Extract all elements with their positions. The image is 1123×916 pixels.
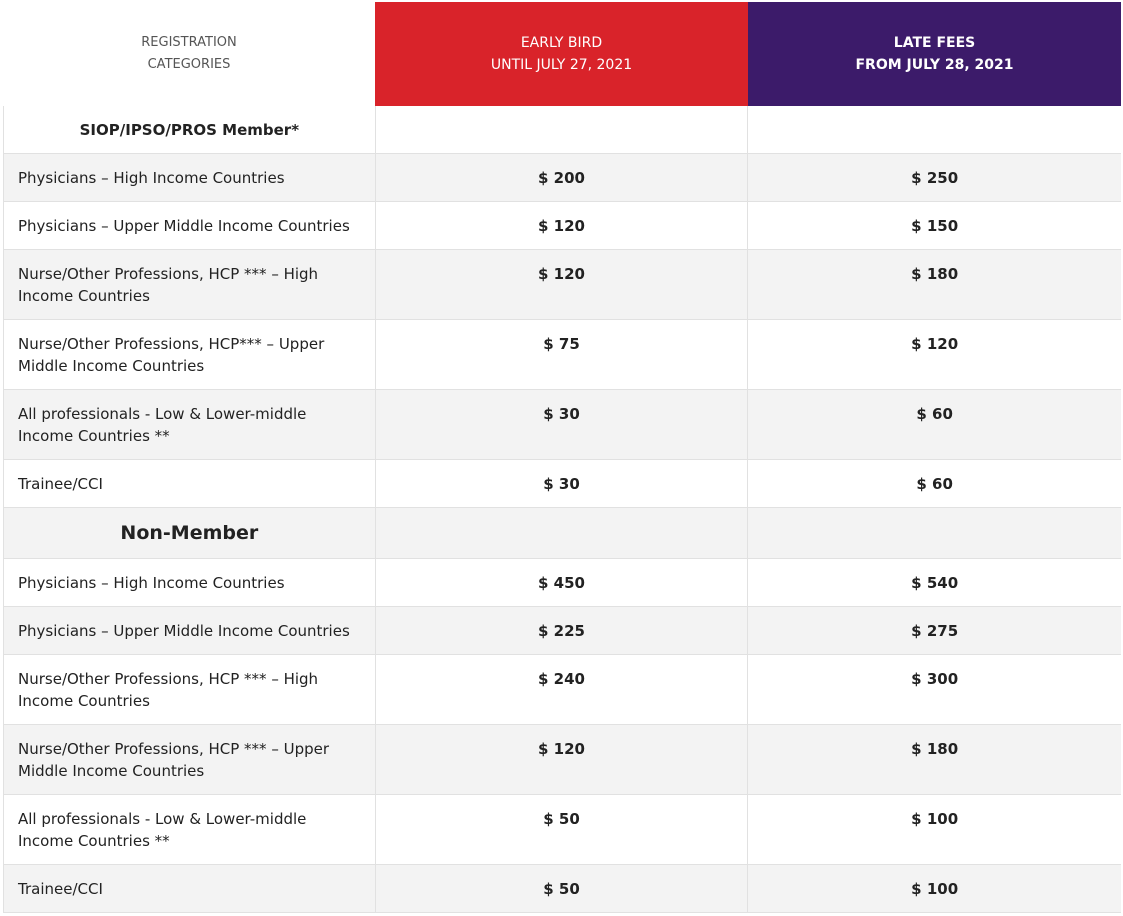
row-category: Physicians – Upper Middle Income Countries: [4, 202, 376, 249]
row-early-fee: $ 200: [376, 154, 749, 201]
section-title: SIOP/IPSO/PROS Member*: [4, 106, 376, 153]
row-late-fee: $ 180: [911, 740, 959, 758]
row-early-fee: $ 120: [376, 202, 749, 249]
row-category: Trainee/CCI: [4, 865, 376, 912]
row-early-fee: $ 120: [376, 725, 749, 794]
section-header-non-member: [3, 508, 1121, 559]
row-early-fee: $ 225: [376, 607, 749, 654]
table-row: [3, 865, 1121, 913]
header-early-line1: EARLY BIRD: [520, 35, 603, 51]
row-category: Nurse/Other Professions, HCP*** – Upper Middle Income Countries: [4, 320, 376, 389]
header-categories-line2: CATEGORIES: [147, 57, 231, 72]
row-category: Nurse/Other Professions, HCP *** – High Income Countries: [4, 655, 376, 724]
row-category: Nurse/Other Professions, HCP *** – Upper Middle Income Countries: [4, 725, 376, 794]
header-late-line2: FROM JULY 28, 2021: [855, 57, 1014, 73]
row-category: Physicians – High Income Countries: [4, 559, 376, 606]
row-late-fee: $ 120: [911, 335, 959, 353]
row-early-fee: $ 450: [376, 559, 749, 606]
table-row: [3, 320, 1121, 390]
row-early-fee: $ 240: [376, 655, 749, 724]
header-early-bird: [375, 2, 748, 106]
row-late-fee: $ 60: [916, 475, 953, 493]
table-row: [3, 559, 1121, 607]
row-late-fee: $ 300: [911, 670, 959, 688]
row-early-fee: $ 120: [376, 250, 749, 319]
row-early-fee: $ 75: [376, 320, 749, 389]
row-early-fee: $ 30: [376, 390, 749, 459]
header-categories-line1: REGISTRATION: [141, 35, 237, 50]
header-late-fees: [748, 2, 1121, 106]
row-category: Physicians – Upper Middle Income Countries: [4, 607, 376, 654]
row-early-fee: $ 30: [376, 460, 749, 507]
table-row: [3, 154, 1121, 202]
header-early-line2: UNTIL JULY 27, 2021: [490, 57, 633, 73]
row-category: Physicians – High Income Countries: [4, 154, 376, 201]
row-late-fee: $ 100: [911, 810, 959, 828]
header-categories: [3, 2, 375, 106]
row-late-fee: $ 180: [911, 265, 959, 283]
section-title: Non-Member: [4, 508, 376, 558]
row-category: All professionals - Low & Lower-middle Income Countries **: [4, 390, 376, 459]
table-row: [3, 202, 1121, 250]
table-row: [3, 795, 1121, 865]
table-header: [3, 2, 1121, 106]
table-row: [3, 250, 1121, 320]
row-late-fee: $ 60: [916, 405, 953, 423]
row-category: All professionals - Low & Lower-middle Income Countries **: [4, 795, 376, 864]
row-category: Nurse/Other Professions, HCP *** – High Income Countries: [4, 250, 376, 319]
row-late-fee: $ 150: [911, 217, 959, 235]
row-late-fee: $ 540: [911, 574, 959, 592]
row-early-fee: $ 50: [376, 865, 749, 912]
table-row: [3, 655, 1121, 725]
row-late-fee: $ 275: [911, 622, 959, 640]
table-row: [3, 607, 1121, 655]
table-row: [3, 460, 1121, 508]
row-category: Trainee/CCI: [4, 460, 376, 507]
header-late-line1: LATE FEES: [893, 35, 976, 51]
row-late-fee: $ 100: [911, 880, 959, 898]
section-header-member: [3, 106, 1121, 154]
registration-fees-table: [3, 2, 1121, 913]
row-late-fee: $ 250: [911, 169, 959, 187]
table-row: [3, 390, 1121, 460]
row-early-fee: $ 50: [376, 795, 749, 864]
table-row: [3, 725, 1121, 795]
